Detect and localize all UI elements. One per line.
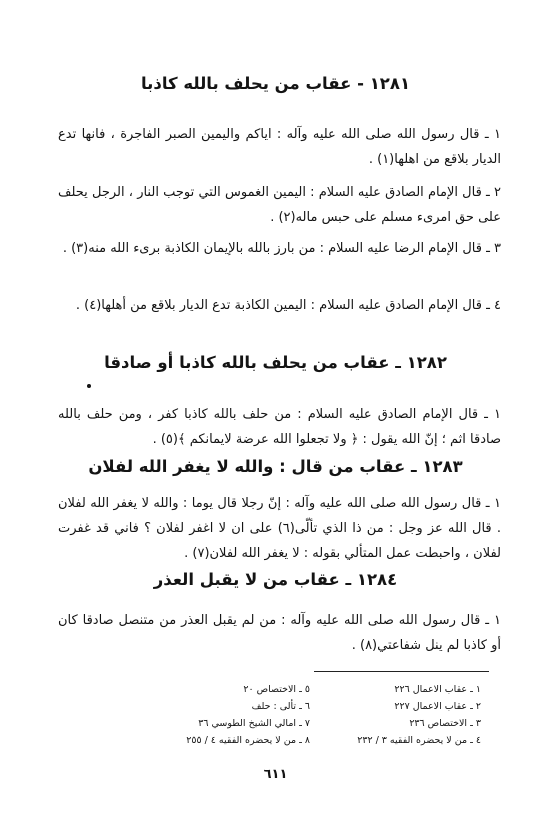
footnote-5: ٥ ـ الاختصاص ٢٠ [243, 684, 310, 695]
section-heading-1281: ١٢٨١ - عقاب من يحلف بالله كاذبا [140, 74, 411, 93]
page-number: ٦١١ [263, 767, 288, 782]
footnote-7: ٧ ـ امالي الشيخ الطوسي ٣٦ [198, 718, 310, 729]
hadith-1281-2: ٢ ـ قال الإمام الصادق عليه السلام : اليمين الغموس التي توجب النار ، الرجل يحلف على حق امرىء مسلم على حبس ماله(٢) . [58, 185, 501, 225]
section-heading-1283: ١٢٨٣ ـ عقاب من قال : والله لا يغفر الله لفلان [88, 457, 463, 476]
section-heading-1284: ١٢٨٤ ـ عقاب من لا يقبل العذر [153, 570, 398, 589]
footnote-8: ٨ ـ من لا يحضره الفقيه ٤ / ٢٥٥ [186, 735, 310, 746]
hadith-1283-1: ١ ـ قال رسول الله صلى الله عليه وآله : إنّ رجلا قال يوما : والله لا يغفر الله لفلان . قال الله عز وجل : من ذا الذي تألّى(٦) على ان لا اغفر لفلان ؟ فاني قد غفرت لفلان ، واحبطت عمل المتألي بقوله : لا يغفر الله لفلان(٧) . [58, 496, 501, 561]
footnote-separator [314, 671, 489, 672]
footnotes-right-column [321, 681, 481, 749]
stray-mark [87, 384, 91, 388]
hadith-1282-1: ١ ـ قال الإمام الصادق عليه السلام : من حلف بالله كاذبا كفر ، ومن حلف بالله صادقا اثم ؛ إنّ الله يقول : ﴿ ولا تجعلوا الله عرضة لايمانكم ﴾(٥) . [58, 407, 501, 447]
hadith-1281-4: ٤ ـ قال الإمام الصادق عليه السلام : اليمين الكاذبة تدع الديار بلاقع من أهلها(٤) . [75, 298, 501, 313]
section-heading-1282: ١٢٨٢ ـ عقاب من يحلف بالله كاذبا أو صادقا [104, 353, 447, 372]
footnote-2: ٢ ـ عقاب الاعمال ٢٢٧ [394, 701, 481, 712]
footnotes-left-column [130, 681, 310, 749]
hadith-1281-1: ١ ـ قال رسول الله صلى الله عليه وآله : اياكم واليمين الصبر الفاجرة ، فانها تدع الديار بلاقع من اهلها(١) . [58, 127, 501, 167]
footnote-4: ٤ ـ من لا يحضره الفقيه ٣ / ٢٣٢ [357, 735, 481, 746]
footnote-1: ١ ـ عقاب الاعمال ٢٢٦ [394, 684, 481, 695]
hadith-1284-1: ١ ـ قال رسول الله صلى الله عليه وآله : من لم يقبل العذر من متنصل صادقا كان أو كاذبا لم ينل شفاعتي(٨) . [58, 613, 501, 653]
footnote-6: ٦ ـ تألى : حلف [251, 701, 310, 712]
hadith-1281-3: ٣ ـ قال الإمام الرضا عليه السلام : من بارز بالله بالإيمان الكاذبة برىء الله منه(٣) . [62, 241, 501, 256]
footnote-3: ٣ ـ الاختصاص ٢٣٦ [409, 718, 481, 729]
